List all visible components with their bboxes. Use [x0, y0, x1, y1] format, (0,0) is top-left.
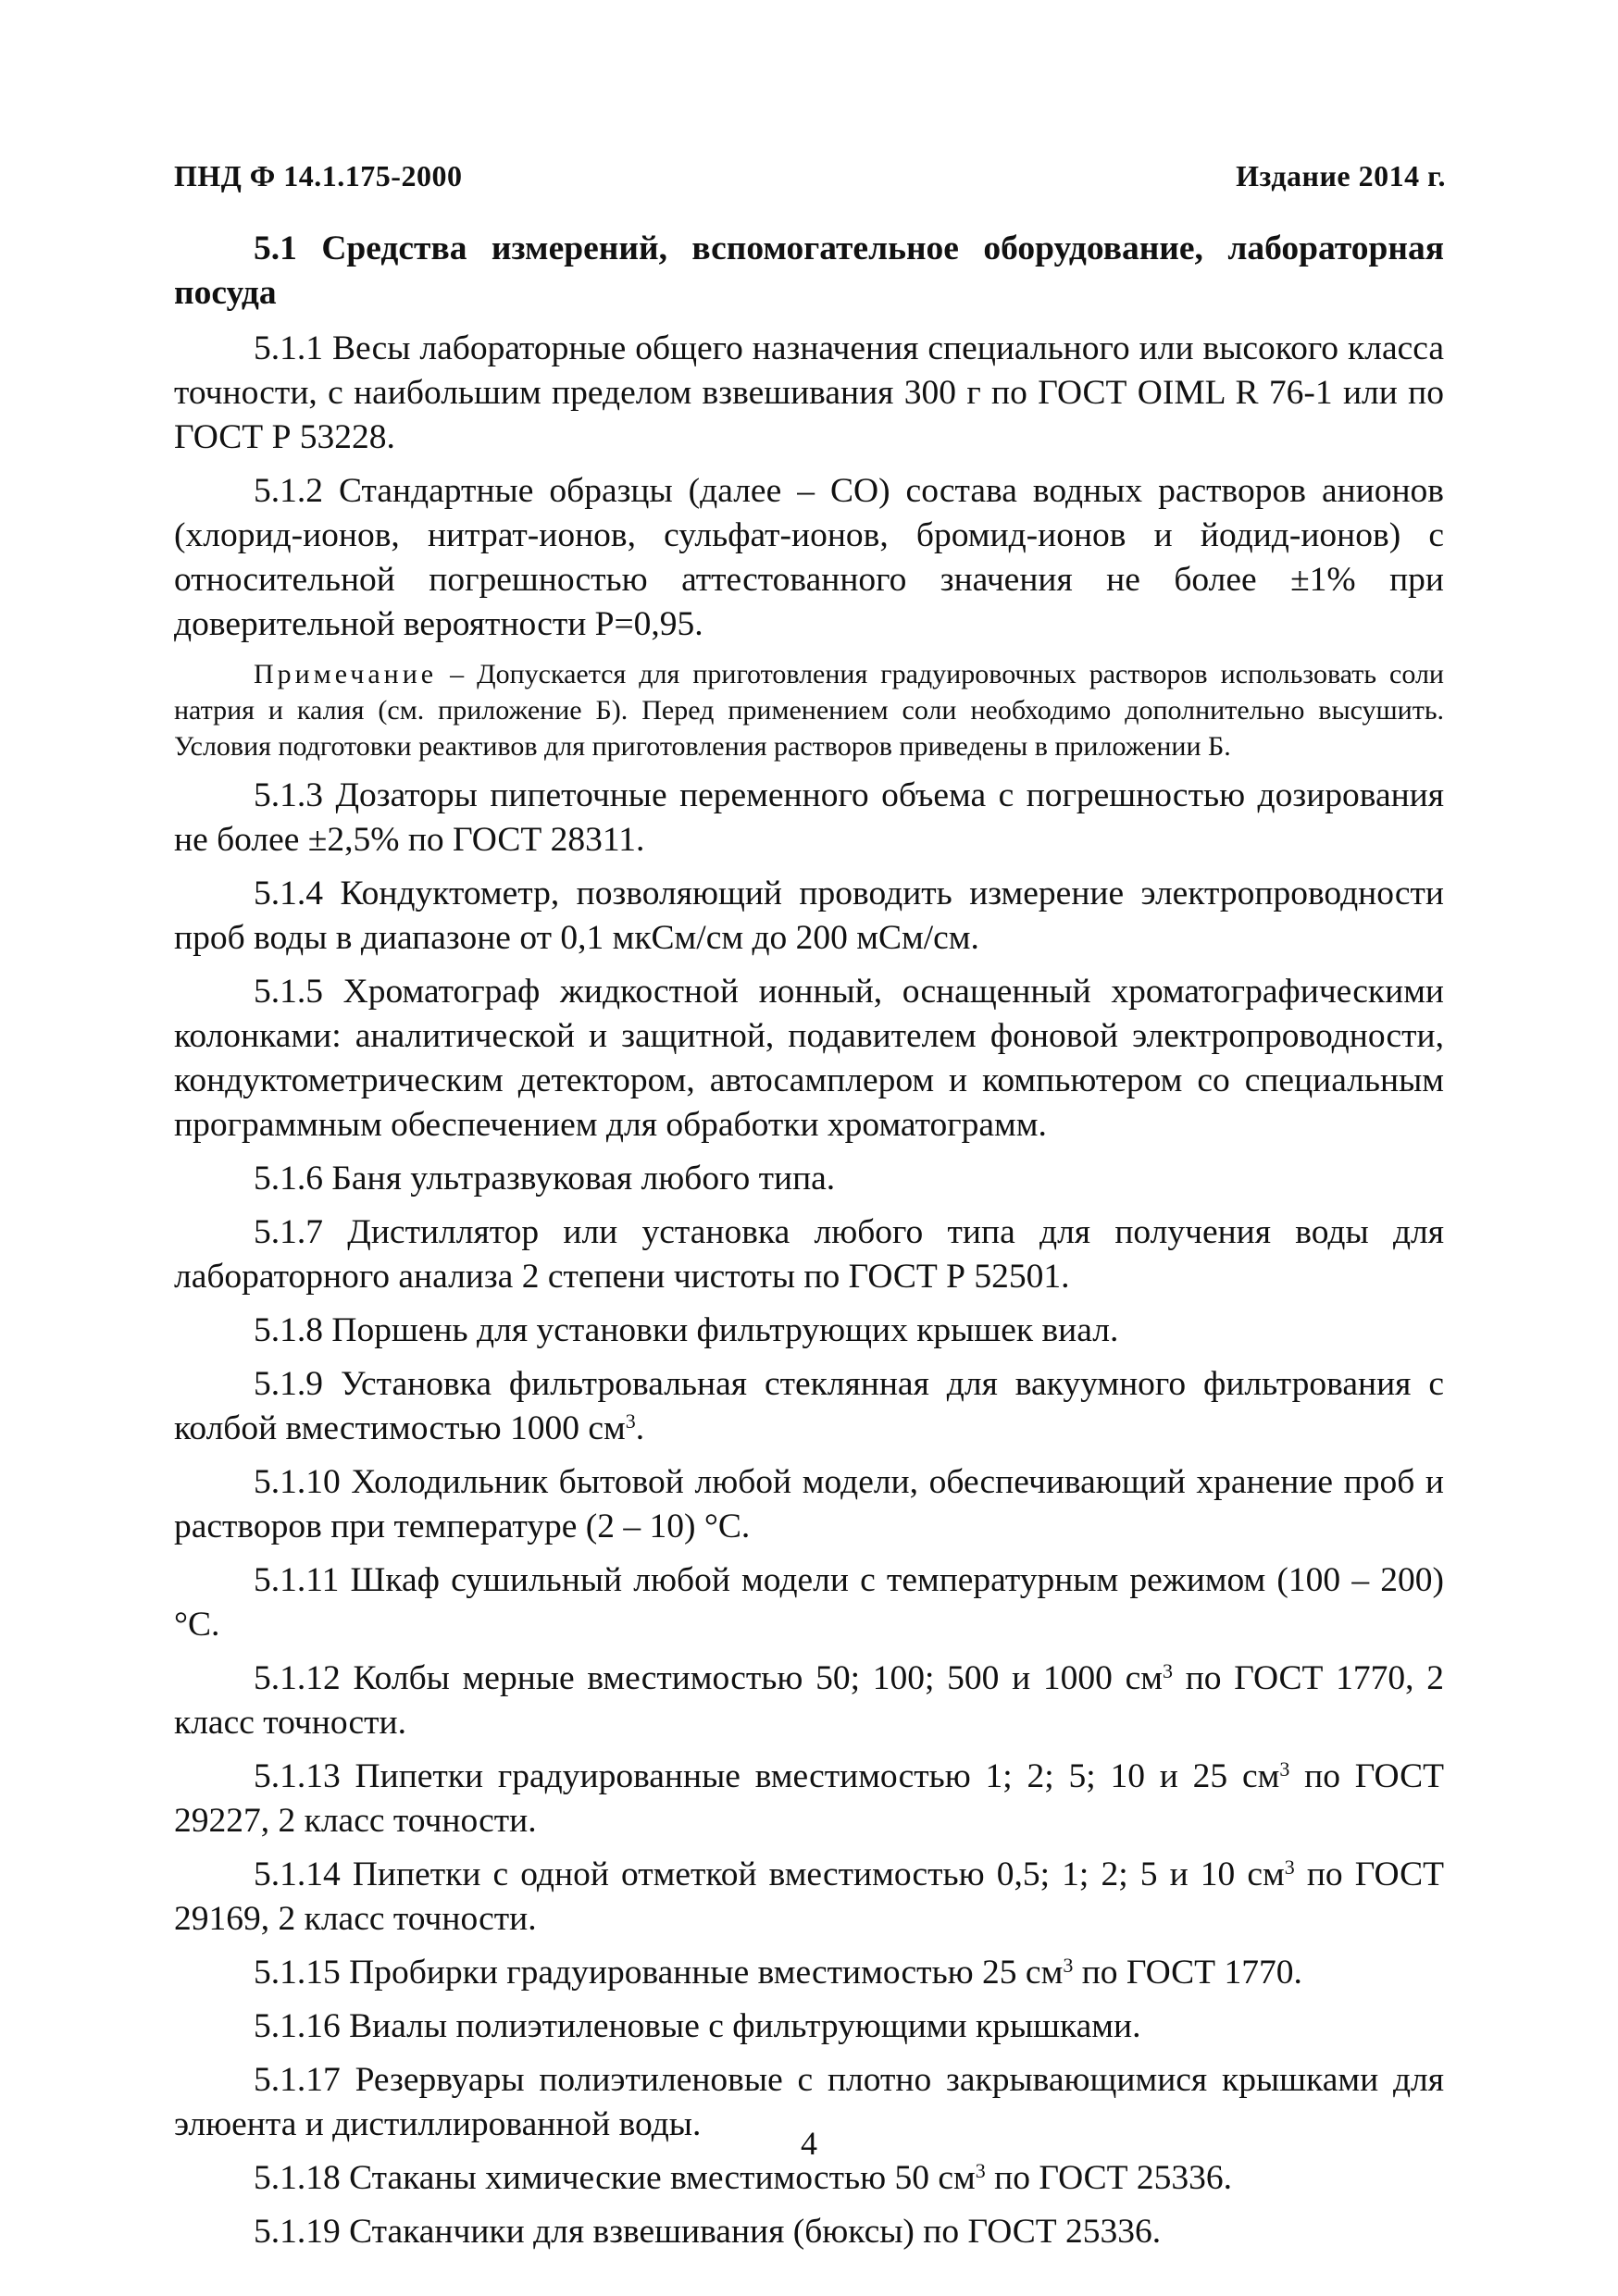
document-code: ПНД Ф 14.1.175-2000 — [174, 159, 463, 192]
paragraph-5-1-10: 5.1.10 Холодильник бытовой любой модели, обеспечивающий хранение проб и растворов при температуре (2 – 10) °С. — [174, 1463, 1444, 1545]
superscript: 3 — [1284, 1855, 1295, 1879]
text-part: . — [635, 1409, 645, 1447]
paragraph-5-1-3: 5.1.3 Дозаторы пипеточные переменного объема с погрешностью дозирования не более ±2,5% по ГОСТ 28311. — [174, 776, 1444, 859]
superscript: 3 — [625, 1409, 636, 1433]
paragraph-5-1-7: 5.1.7 Дистиллятор или установка любого типа для получения воды для лабораторного анализа 2 степени чистоты по ГОСТ Р 52501. — [174, 1213, 1444, 1296]
paragraph-5-1-16: 5.1.16 Виалы полиэтиленовые с фильтрующими крышками. — [254, 2007, 1141, 2045]
paragraph-5-1-18 — [174, 2156, 1444, 2201]
paragraph-5-1-12 — [174, 1657, 1444, 1745]
paragraph-5-1-14 — [174, 1853, 1444, 1942]
text-part: по ГОСТ 25336. — [985, 2159, 1233, 2197]
paragraph-5-1-1: 5.1.1 Весы лабораторные общего назначения специального или высокого класса точности, с наибольшим пределом взвешивания 300 г по ГОСТ OIML R 76-1 или по ГОСТ Р 53228. — [174, 329, 1444, 456]
document-body — [174, 227, 1444, 2264]
text-part: 5.1.14 Пипетки с одной отметкой вместимостью 0,5; 1; 2; 5 и 10 см — [254, 1855, 1285, 1893]
text-part: 5.1.12 Колбы мерные вместимостью 50; 100; 500 и 1000 см — [254, 1659, 1163, 1697]
paragraph-5-1-5: 5.1.5 Хроматограф жидкостной ионный, оснащенный хроматографическими колонками: аналитической и защитной, подавителем фоновой электропроводности, кондуктометрическим детектором, автосамплером и компьютером со специальным программным обеспечением для обработки хроматограмм. — [174, 973, 1444, 1144]
paragraph-5-1-15 — [174, 1951, 1444, 1995]
text-part: по ГОСТ 29227, 2 класс точности. — [174, 1757, 1444, 1840]
paragraph-5-1-4: 5.1.4 Кондуктометр, позволяющий проводить измерение электропроводности проб воды в диапазоне от 0,1 мкСм/см до 200 мСм/см. — [174, 875, 1444, 957]
section-heading: 5.1 Средства измерений, вспомогательное оборудование, лабораторная посуда — [174, 230, 1444, 312]
text-part: 5.1.13 Пипетки градуированные вместимостью 1; 2; 5; 10 и 25 см — [254, 1757, 1280, 1795]
text-part: 5.1.15 Пробирки градуированные вместимостью 25 см — [254, 1954, 1064, 1992]
text-part: 5.1.9 Установка фильтровальная стеклянная для вакуумного фильтрования с колбой вместимостью 1000 см — [174, 1365, 1444, 1447]
text-part: по ГОСТ 1770. — [1073, 1954, 1302, 1992]
note-paragraph — [174, 656, 1444, 764]
paragraph-5-1-9 — [174, 1362, 1444, 1451]
paragraph-5-1-6: 5.1.6 Баня ультразвуковая любого типа. — [254, 1160, 836, 1198]
paragraph-5-1-13 — [174, 1755, 1444, 1843]
page-number: 4 — [801, 2125, 817, 2162]
text-part: по ГОСТ 1770, 2 класс точности. — [174, 1659, 1444, 1742]
paragraph-5-1-8: 5.1.8 Поршень для установки фильтрующих крышек виал. — [254, 1311, 1119, 1349]
superscript: 3 — [1162, 1659, 1173, 1682]
note-label: Примечание — [254, 659, 438, 689]
superscript: 3 — [1279, 1757, 1290, 1781]
text-part: по ГОСТ 29169, 2 класс точности. — [174, 1855, 1444, 1938]
superscript: 3 — [1063, 1954, 1074, 1977]
paragraph-5-1-19: 5.1.19 Стаканчики для взвешивания (бюксы) по ГОСТ 25336. — [254, 2213, 1162, 2251]
edition-label: Издание 2014 г. — [1236, 159, 1446, 192]
note-text: – Допускается для приготовления градуировочных растворов использовать соли натрия и калия (см. приложение Б). Перед применением соли необходимо дополнительно высушить. Условия подготовки реактивов для приготовления растворов приведены в приложении Б. — [174, 659, 1444, 762]
paragraph-5-1-2: 5.1.2 Стандартные образцы (далее – СО) состава водных растворов анионов (хлорид-ионов, нитрат-ионов, сульфат-ионов, бромид-ионов и йодид-ионов) с относительной погрешностью аттестованного значения не более ±1% при доверительной вероятности Р=0,95. — [174, 472, 1444, 643]
superscript: 3 — [975, 2159, 986, 2182]
text-part: 5.1.18 Стаканы химические вместимостью 50 см — [254, 2159, 976, 2197]
paragraph-5-1-17: 5.1.17 Резервуары полиэтиленовые с плотно закрывающимися крышками для элюента и дистиллированной воды. — [174, 2061, 1444, 2143]
paragraph-5-1-11: 5.1.11 Шкаф сушильный любой модели с температурным режимом (100 – 200) °С. — [174, 1561, 1444, 1644]
